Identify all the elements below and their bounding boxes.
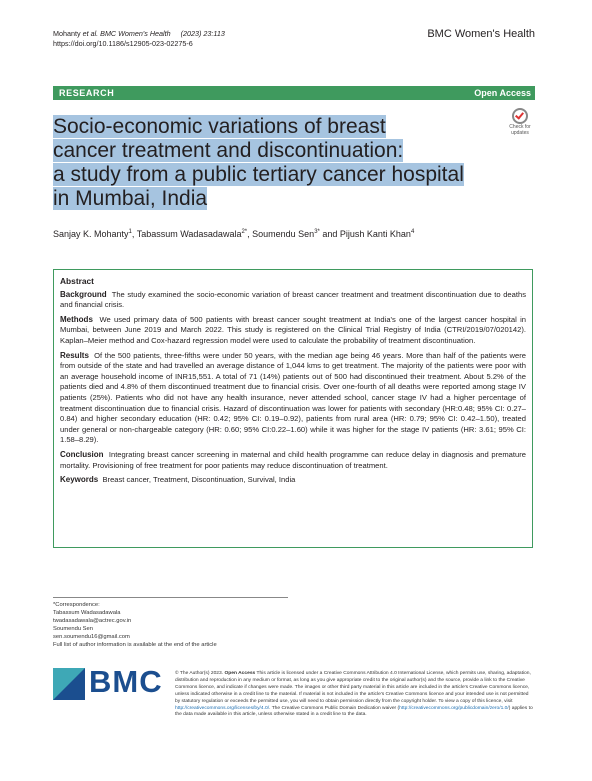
affiliation-mark: 3* bbox=[314, 229, 320, 235]
author-list bbox=[53, 229, 414, 239]
results-text: Of the 500 patients, three-fifths were under 50 years, with the median age being 46 years. More than half of the patients were from outside of the state and had travelled an average distance of 1,044 kms to get treatment. The majority of the patients were poor with an average household income of INR15,551. A total of 71 (14%) patients out of 500 had discontinued their treatment. About 5.2% of the patients died and 4.8% of them discontinued treatment due to financial crisis. Over one-fourth of all deaths were reported among stage IV patients (25%). Patients who did not have any health insurance, never attended school, cancer stage IV had a higher percentage of treatment discontinuation due to financial crisis. Hazard of discontinuation was lower for patients with secondary (HR:0.48; 95% CI: 0.27–0.84) and higher secondary education (HR: 0.42; 95% CI: 0.19–0.92), patients from rural area (HR: 0.79; 95% CI: 0.42–1.50), treated under general or non-chargeable category (HR: 0.60; 95% CI:0.22–1.60) while it was higher for the stage IV patients (HR: 3.61; 95% CI: 1.58–8.29). bbox=[60, 350, 526, 445]
citation-author: Mohanty bbox=[53, 29, 81, 38]
affiliation-mark: 4 bbox=[410, 229, 415, 235]
methods-text: We used primary data of 500 patients with breast cancer sought treatment at India's one of the largest cancer hospital in Mumbai, between June 2019 and March 2022. This study is registered on the Clinical Trial Registry of India (CTRI/2019/07/020142). Kaplan–Meier method and Cox-hazard regression model were used to calculate the probability of treatment discontinuation. bbox=[60, 314, 526, 345]
citation-header bbox=[53, 29, 225, 49]
license-body: . The Creative Commons Public Domain Dedication waiver ( bbox=[269, 705, 400, 711]
author-name[interactable]: and Pijush Kanti Khan bbox=[319, 229, 411, 239]
check-updates-line2: updates bbox=[511, 130, 529, 136]
bmc-logo-icon bbox=[53, 668, 85, 700]
bmc-logo-text: BMC bbox=[89, 664, 163, 699]
keywords-label: Keywords bbox=[60, 475, 99, 485]
license-text bbox=[175, 671, 535, 719]
correspondence-email[interactable]: sen.soumendu16@gmail.com bbox=[53, 634, 130, 640]
correspondence-line: Tabassum Wadasadawala bbox=[53, 610, 121, 616]
copyright-text: © The Author(s) 2023. bbox=[175, 671, 225, 676]
background-label: Background bbox=[60, 289, 107, 299]
keywords-text: Breast cancer, Treatment, Discontinuation, Survival, India bbox=[102, 475, 296, 485]
author-name[interactable]: Sanjay K. Mohanty bbox=[53, 229, 129, 239]
cc-by-link[interactable]: http://creativecommons.org/licenses/by/4.0/ bbox=[175, 705, 270, 711]
doi-link[interactable]: https://doi.org/10.1186/s12905-023-02275-6 bbox=[53, 39, 193, 48]
citation-journal: et al. BMC Women's Health bbox=[80, 29, 171, 38]
title-line: Socio-economic variations of breast bbox=[53, 115, 386, 138]
section-bar bbox=[53, 86, 535, 100]
title-line: cancer treatment and discontinuation: bbox=[53, 139, 404, 162]
citation-year: (2023) 23:113 bbox=[180, 29, 225, 38]
correspondence-email[interactable]: twadasadawala@actrec.gov.in bbox=[53, 618, 132, 624]
correspondence-line: *Correspondence: bbox=[53, 602, 100, 608]
abstract-heading: Abstract bbox=[60, 276, 94, 286]
affiliation-mark: 2* bbox=[241, 229, 248, 235]
license-body: This article is licensed under a Creative Commons Attribution 4.0 International License, which permits use, sharing, adaptation, distribution and reproduction in any medium or format, as long as you give appropriate credit to the original author(s) and the source, provide a link to the Creative Commons licence, and indicate if changes were made. The images or other third party material in this article are included in the article's Creative Commons licence, unless indicated otherwise in a credit line to the material. If material is not included in the article's Creative Commons licence and your intended use is not permitted by statutory regulation or exceeds the permitted use, you will need to obtain permission directly from the copyright holder. To view a copy of this licence, visit bbox=[175, 671, 531, 704]
check-for-updates-button[interactable] bbox=[505, 108, 535, 138]
results-label: Results bbox=[60, 350, 89, 360]
abstract-background bbox=[60, 290, 526, 311]
abstract-box bbox=[53, 269, 533, 548]
conclusion-label: Conclusion bbox=[60, 449, 104, 459]
cc-zero-link[interactable]: http://creativecommons.org/publicdomain/zero/1.0/ bbox=[399, 705, 509, 711]
correspondence-line: Soumendu Sen bbox=[53, 626, 93, 632]
correspondence-block bbox=[53, 601, 217, 649]
author-name[interactable]: , Tabassum Wadasadawala bbox=[131, 229, 242, 239]
check-updates-line1: Check for bbox=[509, 124, 531, 130]
abstract-results bbox=[60, 351, 526, 446]
abstract-conclusion bbox=[60, 450, 526, 471]
journal-name: BMC Women's Health bbox=[427, 28, 535, 40]
article-title bbox=[53, 115, 503, 211]
abstract-methods bbox=[60, 315, 526, 347]
title-line: a study from a public tertiary cancer hospital bbox=[53, 163, 464, 186]
license-body: ) applies to the data made available in this article, unless otherwise stated in a credit line to the data. bbox=[175, 705, 533, 718]
title-line: in Mumbai, India bbox=[53, 187, 208, 210]
correspondence-line: Full list of author information is available at the end of the article bbox=[53, 642, 217, 648]
check-icon bbox=[512, 108, 528, 124]
affiliation-mark: 1 bbox=[128, 229, 132, 235]
license-open-access-label: Open Access bbox=[224, 671, 256, 676]
footnote-divider bbox=[53, 597, 288, 598]
open-access-label: Open Access bbox=[474, 88, 531, 98]
methods-label: Methods bbox=[60, 314, 93, 324]
background-text: The study examined the socio-economic variation of breast cancer treatment and treatment discontinuation due to deaths and financial crisis. bbox=[60, 289, 526, 310]
bmc-logo bbox=[53, 664, 163, 704]
conclusion-text: Integrating breast cancer screening in maternal and child health programme can reduce delay in diagnosis and premature mortality. Provisioning of free treatment for poor patients may reduce discontinuation of treatment. bbox=[60, 449, 526, 470]
abstract-keywords bbox=[60, 475, 526, 486]
author-name[interactable]: , Soumendu Sen bbox=[247, 229, 315, 239]
section-label: RESEARCH bbox=[59, 88, 115, 98]
